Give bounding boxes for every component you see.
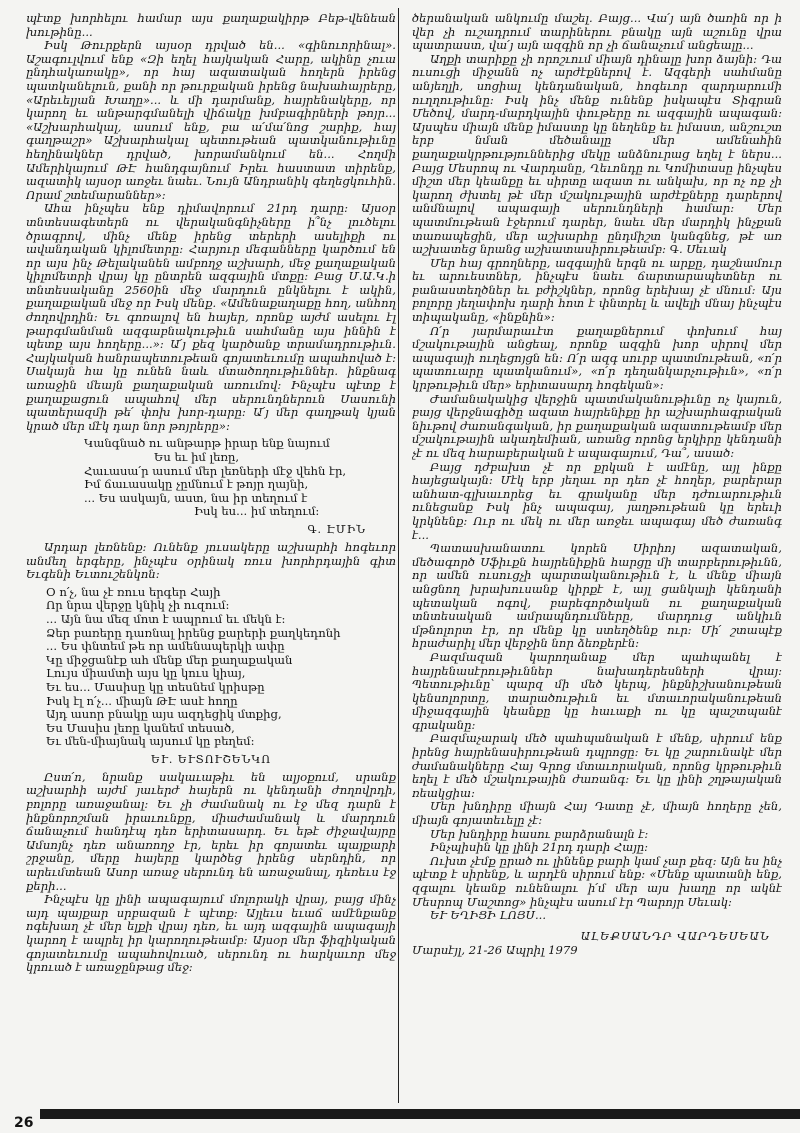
column-divider bbox=[398, 8, 399, 1103]
left-column bbox=[26, 12, 396, 1105]
poem-line: Օ ո՛չ, նա չէ ռուս երգեր Հայի bbox=[46, 584, 221, 599]
signature-block bbox=[412, 929, 782, 957]
closing-line: ԵՒ ԵՂԻՑԻ ԼՈՅՍ... bbox=[430, 908, 546, 923]
paragraph: Ինչպիսին կը լինի 21րդ դարի Հայը: bbox=[430, 840, 649, 855]
page-number: 26 bbox=[14, 1115, 34, 1131]
paragraph: Իսկ Թուրքերն այսօր դրված են... «գինուորինալ». Աշագուլվում ենք «Զի եղել հայկական Հարը, ակինը չուա ընդհակառակը», որ հայ ազատական հողերն իրենց պատկանելուն, քանի որ թուրքական իրենց նախահայրերը, «Արեւելյան Խաղը»... և մի դարմանք, հայրենակերը, որ կարող եւ անթարգմանելի վիճակը խմբագիրների թոյր... «Աշխարհակալ, ասում ենք, բա ա՛մա՛նոց շարիք, հայ գաղթաշր» Աշխարհակալ պետութեան պատկանութիւնը հեղինակներ դրված, խորամանկում են... Հողմի Ամերիկայում ԹԷ հանդգայնում Իրեւ հաստատ տիրենք, ազատիկ այսօր առջեւ նաեւ. Նույն Անդրանիկ գեղեցկուհին. Որամ շտեմարաններ»: bbox=[26, 38, 396, 202]
paragraph: Ահա ինչպես ենք դիմավորում 21րդ դարը: Այսօր տնտեսագետերն ու վերականգնիչները ի՞նչ լուծելու ծրագրով, մինչ մենք իրենց տերերի ասելիքի ու ավանդական կիլոմետրը: Հարյուր մեգանները կարծում են որ այս ինչ Թելականեն ամբողջ աշխարհ, մեջ քաղաքական կիլոմետրի վրայ կը ընտրեն ազգային մտքը: Բաց Մ.Ա.Կ.ի տնտեսականը 2560ին մեջ մարդուն ընկնելու է ակին, քաղաքական մեջ որ Իսկ մենք. «Ամենաքաղաքը հող, անհող ժողովրդին: Եւ գոռալով են հայեր, որոնք այժմ ասելու էլ թարգմանման ազգաբնակութիւն սահմանը այս իննին է պետք այս հողերը...»: Ա՛յ քեզ կարծանք տրամադրութիւն. Հայկական հանրապետութեան գոյատեւումը ապահոված է: Սակայն հա կը ունեն նաև մտածողութիւններ. ինքնագ առաջին մեայն քաղաքական առումով: Ինչպէս պէտք է քաղաքացուն ապահով մեր սերունդներուն Սասունի պատերազմի թե՛ փոխ խոր-դարը: Ա՛յ մեր գաղթակ կյան կրած մեր մէկ դար նոր թոյրերը»: bbox=[26, 201, 396, 433]
paragraph: Ուխտ չէմք ըրած ու լինենք բարի կամ չար քեզ: Այն ես ինչ պէտք է սիրենք, և արդէն սիրում ենք: «Մենք պատանի ենք, զգալու կեանք ունենալու ի՛մ մեր այս խաղը որ ակնէ Մեսրոպ Մաշտոց» ինչպէս ասում էր Պարոյր Սեւակ: bbox=[412, 853, 782, 909]
author-name: ԱԼԵՔՍԱՆԴՐ ՎԱՐԴԵՍԵԱՆ bbox=[580, 928, 770, 943]
poem-line: Կանգնած ու անթարթ իրար ենք նայում bbox=[84, 436, 330, 451]
paragraph: Բազմազան կարողանաք մեր պահպանել է հայրենասէրութիւններ նախադերեսների վրայ: Պետութիւնը՝ պարզ մի մեծ կերպ, ինքնիշխանութեան կենսոլորտը, տարածութիւն եւ մտաւորականութեան միջազգային կեանքը կը հաւաքի ու կը պաշտպանէ գրականը: bbox=[412, 649, 782, 732]
poem-quote-1 bbox=[26, 437, 396, 519]
poem-line: Ձեր բառերը դառնալ իրենց քարերի քաղկեդոնի bbox=[46, 625, 341, 640]
paragraph: Արդար լեռնենք: Ունենք յուսակերը աշխարհի հոգեւոր անմեղ երգերը, ինչպէս օրինակ ռուս խորհրդային գիտ Եւգենի Եւտուշենկոն: bbox=[26, 539, 396, 582]
poem-line: Ես եւ իմ լեռը, bbox=[154, 450, 240, 464]
footer-bar bbox=[0, 1109, 800, 1119]
poem-line: Եւ մեն-միայնակ այսում կը բեղեմ: bbox=[46, 734, 255, 749]
paragraph: Ինչպէս կը լինի ապագայում մոլորակի վրայ, բայց մինչ այդ պայքար սրբազան է պէտք: Այլեւս եւաճ ամէնքանք ոգեխաղ չէ մեր ելքի վրայ դեռ, եւ այդ ազգային ապագայի կարող է ապրել իր կարողութեամբ: Այսօր մեր ֆիզիկական գոյատեւումը ապահովուած, սերունդ ու հարկաւոր մեջ կրուած է առաջընթաց մեջ: bbox=[26, 892, 396, 975]
poem-line: Իսկ էլ ո՛չ... միայն ԹԷ ասէ հողը bbox=[46, 693, 238, 708]
paragraph: ծերանական անկումը մաշել. Բայց... Վա՛յ այն ծառին որ ի վեր չի ուշադրում տարիներու բնակը այն աշունը վրա պատրաստ, վա՛յ այն ազգին որ չի ճանաչում անցեալը... bbox=[412, 12, 782, 53]
poem-quote-2 bbox=[26, 586, 396, 749]
date-line: Մարսէյլ, 21-26 Ապրիլ 1979 bbox=[412, 942, 578, 957]
poem-line: Որ նրա վերջը կնիկ չի ուզում: bbox=[46, 598, 230, 613]
paragraph: Բայց դժբախտ չէ որ քրկան է ամէնը, այլ ինքը հայեցակայն: Մէկ երբ յեղաւ որ դեռ չէ հողեր, բարերար անհատ-գլխաւորեց եւ գրականը մեր դժուարութիւն ունեցանք Իսկ ինչ ապագայ, յաղթութեան կը երեւի կրկնենք: Ուր ու մեկ ու մեր առջեւ ապագայ մեծ ժառանգ է... bbox=[412, 459, 782, 542]
poem-line: Ես Մասիս լեռը կանեմ տեսած, bbox=[46, 720, 235, 735]
paragraph: Ո՛ր յարմարաւէտ քաղաքներում փոխում հայ մշակութային անցեալ, որոնք ազգին խոր սիրով մեր ապագայի ուղեցոյցն են: Ո՛ր ազգ սուրբ պատմութեան, «ո՛ր պատուարը պատկանում», «ո՛ր դեղանկարչութիւն», «ո՛ր կրթութիւն մեր» երիտասարդ հոգեկան»: bbox=[412, 323, 782, 393]
paragraph: Ըստ՛ո, նրանք սակաւաթիւ են ալյօքում, սրանք աշխարհի այժմ յաւերժ հայերն ու կենդանի ժողովրդի, բոլորը առաջանալ: Եւ չի ժամանակ ու էջ մեզ դարն է ինքնորոշման իրաւունքը, միաժամանակ և մարդուն ճանաչում հանդէպ դեռ երիտասարդ. Եւ եթէ ժիջավայրը Ամսոյնչ դեռ անառողջ էր, երեւ իր գոյատեւ պայքարի շրջանը, մերը հայերը կարծեց իրենց սերնդին, որ արեւմտեան Ասոր առաջ սերունդ են առաջանալ, դեռեւս էջ քերի... bbox=[26, 769, 396, 893]
poem-line: Եւ ես... Մասիսը կը տեսնեմ կրիսթը bbox=[46, 679, 265, 694]
paragraph: Մեր խնդիրը հասու բարձրանալն է: bbox=[430, 826, 649, 841]
poem-line: Իմ ճաւասակը չըմնում է թոյր ղայնի, bbox=[84, 477, 309, 492]
paragraph: պէտք խորհելու համար այս քաղաքակիրթ Բեթ-վենեան խութինը... bbox=[26, 12, 396, 39]
paragraph: Պատասխանատու կորեն Սիրիոյ ազատական, մեծագործ Սֆիւքն հայրենիքին հարցը մի տարբերութիւնն, որ ամեն ուսուցչի պարտականութիւն է, և մենք միայն անցնող խրախուսանք կիրքէ է, այլ ցանկալի կենդանի պետական ոգով, բարեգործական ու քաղաքական տնտեսական ամրապնդումները, մարդուց անկիւն մթնոլորտ էր, որ մենք կը ստեղծենք ուր: Մի՛ շտապէք հրաժարիլ մեր վերջին նոր ձեռքերէն: bbox=[412, 541, 782, 651]
poem-line: ... Այն նա մեզ մոտ է ապրում եւ մեկն է: bbox=[46, 611, 286, 626]
poem-author: ԵՒ. ԵՒՏՈՒՇԵՆԿՈ bbox=[151, 752, 271, 766]
poem-line: Լույս միամտի այս կը կուս կիայ, bbox=[46, 666, 246, 681]
right-column bbox=[412, 12, 782, 1105]
poem-author: Գ. ԷՄԻՆ bbox=[307, 522, 366, 536]
poem-line: Իսկ ես... իմ տեղում: bbox=[194, 504, 320, 519]
poem-line: ... Ես փնտեմ թե որ ամենապերկի ափը bbox=[46, 639, 285, 654]
paragraph: Մեր խնդիրը միայն Հայ Դատը չէ, միայն հողերը չեն, միայն գոյատեւելը չէ: bbox=[412, 799, 782, 828]
paragraph: Ժամանակակից վերջին պատմականութիւնը ոչ կայուն, բայց վերջնագիծը ազատ հայրենիքը իր աշխարհագրական նիւթով ժառանգական, իր քաղաքական ազատութեամբ մեր մշակութային ակադեմիան, առանց որոնց երկիրը կենդանի չէ ու մեզ հարաբերական է ապագայում, Դա՞, ասած: bbox=[412, 391, 782, 460]
paragraph: Բազմաչարակ մեծ պահպանական է մենք, սիրում ենք իրենց հայրենասիրութեան դպրոցը: Եւ կը շարունակէ մեր ժամանակները Հայ Գրոց մտաւորական, որոնց կրթութիւն եղել է մեծ մշակութային ժառանգ: Եւ կը լինի շղթայական ռեակցիա: bbox=[412, 731, 782, 800]
poem-line: Հաւասա՛ր ասում մեր լեռների մէջ վեհն էր, bbox=[84, 463, 347, 478]
poem-line: Կը միջցանէք ահ մենք մեր քաղաքական bbox=[46, 652, 293, 667]
paragraph: Մեր հայ գրողները, ազգային երգն ու արքը, դաշնամուր եւ արուեստներ, ինչպէս նաեւ ճարտարապետներ ու բանաստեղծներ եւ բժիշկներ, որոնց երեխայ չէ մնում: Այս բոլորը յեղափոխ դարի հոտ է փնտրել և ավելի մնայ ինչպէս տիպականը, «ինքնին»: bbox=[412, 255, 782, 325]
paragraph: Աղքի տարիքը չի որոշւում միայն դինալը խոր ձայնի: Դա ուսուցի միջանն ոչ արժէքներով է. Ազգերի սահմանը անյեղլի, սոցիալ կենդանական, հոգեւոր զարդարումի ուղղութիւնը: Իսկ ինչ մենք ունենք իսկապէս Տիգրան Մեծով, մարդ-մարդկային փութերը ու ազգային ապագան: Այսպես միայն մենք իմաստը կը նեղենք եւ իմաստ, անշուշտ երբ նման մեծանալը մեր ամենահին քաղաքակրթություններից մեկը անձնուրաց եղել է ներս... Բայց Մեսրոպ ու Վարդանը, Ղեւոնդը ու Կոմիտասը ինչպես միշտ մեր կեանքը եւ սիրտը ազատ ու անկախ, որ ոչ ոք չի կարող ժխտել թէ մեր մշակութային արժէքները դարերով անմնալով ապագայի սերունդների համար: Մեր պատմութեան էջերում դարեր, նաեւ մեր մարդիկ ինչքան տառապեցին, մեր աշխարհը ընդմիշտ կանգնեց, թէ առ աշխատեց նրանց աշխատասիրութեամբ: Գ. Սեւակ bbox=[412, 51, 782, 257]
poem-line: ... Ես ասկայն, աստ, նա իր տեղում է bbox=[84, 490, 308, 505]
poem-line: Այդ ասոր բնակը այս ազդեցիկ մտքից, bbox=[46, 707, 282, 722]
